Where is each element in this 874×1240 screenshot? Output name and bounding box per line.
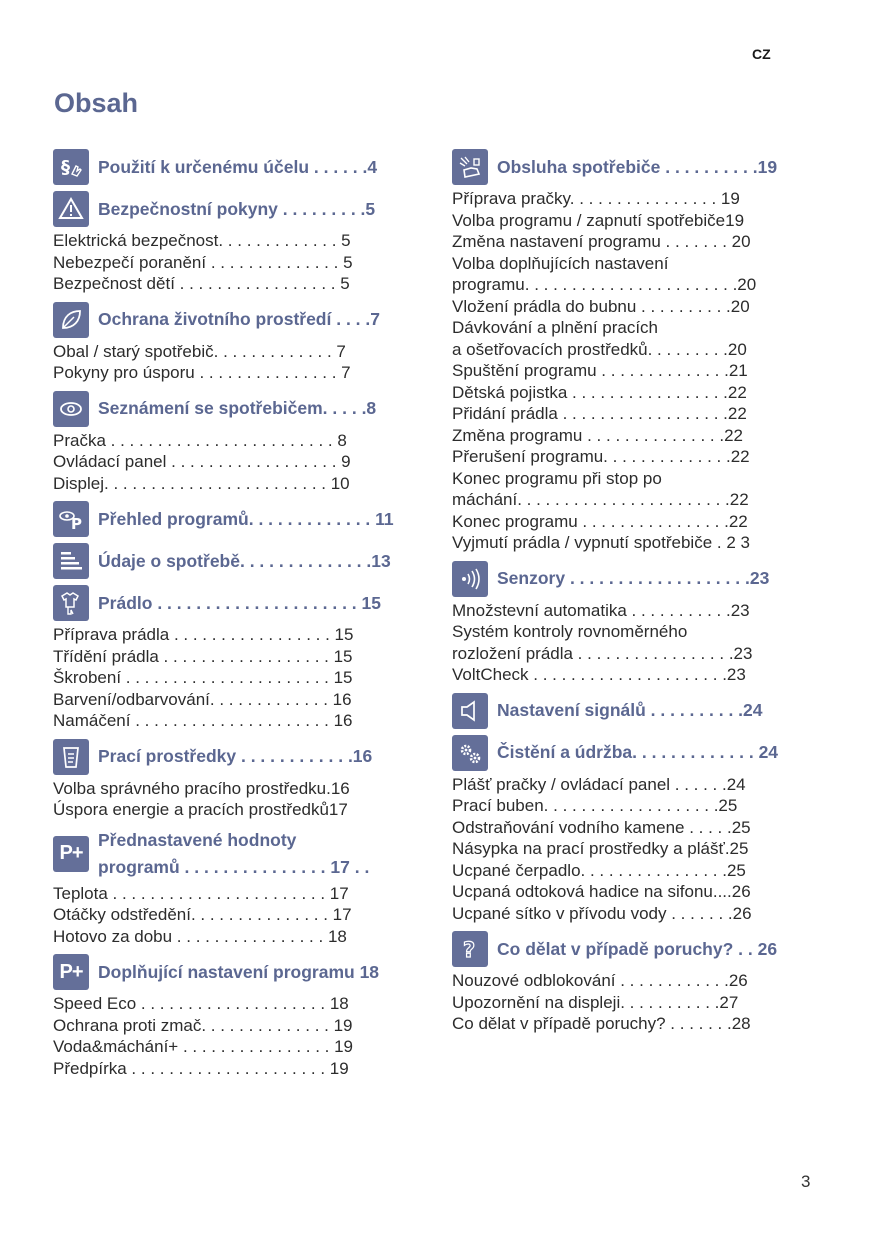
toc-entry[interactable]: Konec programu . . . . . . . . . . . . . . . .22 [452, 511, 748, 531]
toc-section-heading[interactable] [452, 692, 816, 730]
toc-entry-list [53, 993, 438, 1079]
page-number: 3 [801, 1172, 811, 1191]
toc-section [53, 738, 438, 821]
toc-section-title [98, 746, 438, 767]
p-plus-small-icon: P+ [53, 954, 89, 990]
toc-section-title-line: Čistění a údržba. . . . . . . . . . . . . 24 [497, 742, 779, 762]
toc-section-title-line: Ochrana životního prostředí . . . .7 [98, 309, 380, 329]
toc-section-heading[interactable] [452, 148, 816, 186]
eye-icon [53, 391, 89, 427]
toc-section [452, 148, 816, 554]
toc-entry[interactable]: Dávkování a plnění pracích [452, 318, 659, 337]
toc-section [53, 390, 438, 495]
toc-section [452, 930, 816, 1035]
toc-section-heading[interactable] [53, 190, 438, 228]
toc-section-title-line: Senzory . . . . . . . . . . . . . . . . . . .23 [497, 568, 770, 588]
svg-text:P: P [71, 515, 82, 532]
toc-section-title-line: Prádlo . . . . . . . . . . . . . . . . . . . . . 15 [98, 592, 381, 613]
toc-section [452, 692, 816, 730]
gears-icon [452, 735, 488, 771]
toc-entry[interactable]: Ovládací panel . . . . . . . . . . . . . . . . . . 9 [53, 452, 351, 471]
toc-section-heading[interactable] [452, 734, 816, 772]
toc-entry[interactable]: Dětská pojistka . . . . . . . . . . . . . . . . .22 [452, 382, 747, 402]
warning-icon [53, 191, 89, 227]
toc-entry[interactable]: Pračka . . . . . . . . . . . . . . . . . . . . . . . . 8 [53, 430, 347, 450]
toc-entry[interactable]: Obal / starý spotřebič. . . . . . . . . . . . . 7 [53, 341, 346, 361]
toc-entry[interactable]: Otáčky odstředění. . . . . . . . . . . . . . . 17 [53, 905, 352, 924]
toc-entry[interactable]: Spuštění programu . . . . . . . . . . . . . .21 [452, 361, 748, 380]
toc-entry[interactable]: Voda&máchání+ . . . . . . . . . . . . . . . . 19 [53, 1037, 354, 1056]
paragraph-hand-icon [53, 149, 89, 185]
leaf-icon [53, 302, 89, 338]
toc-section-title-line: Bezpečnostní pokyny . . . . . . . . .5 [98, 198, 376, 219]
toc-section [452, 560, 816, 686]
toc-entry[interactable]: a ošetřovacích prostředků. . . . . . . . .20 [452, 339, 747, 359]
toc-entry[interactable]: Pokyny pro úsporu . . . . . . . . . . . . . . . 7 [53, 363, 351, 382]
toc-entry[interactable]: Změna programu . . . . . . . . . . . . . . .22 [452, 425, 743, 445]
toc-section [53, 301, 438, 384]
toc-entry[interactable]: rozložení prádla . . . . . . . . . . . . . . . . .23 [452, 643, 753, 663]
toc-entry[interactable]: Ucpané sítko v přívodu vody . . . . . . .26 [452, 903, 752, 923]
toc-entry[interactable]: Nouzové odblokování . . . . . . . . . . . .26 [452, 971, 748, 990]
toc-left-column [53, 148, 438, 1085]
toc-entry[interactable]: Co dělat v případě poruchy? . . . . . . .28 [452, 1014, 751, 1033]
hand-operation-icon [452, 149, 488, 185]
toc-section-title-line: Doplňující nastavení programu 18 [98, 961, 380, 982]
toc-section [53, 190, 438, 295]
toc-entry[interactable]: Systém kontroly rovnoměrného [452, 622, 688, 641]
toc-section-heading[interactable] [53, 827, 438, 881]
toc-section-title-line: programů . . . . . . . . . . . . . . . 17 . . [98, 856, 370, 877]
toc-entry[interactable]: Ucpané čerpadlo. . . . . . . . . . . . . . . .25 [452, 860, 746, 880]
toc-section-title-line: Nastavení signálů . . . . . . . . . .24 [497, 700, 763, 720]
consumption-bars-icon [53, 543, 89, 579]
toc-section [53, 500, 438, 538]
toc-entry[interactable]: Změna nastavení programu . . . . . . . 20 [452, 232, 751, 251]
toc-section-heading[interactable] [53, 500, 438, 538]
speaker-icon [452, 693, 488, 729]
toc-entry[interactable]: Hotovo za dobu . . . . . . . . . . . . . . . . 18 [53, 926, 347, 946]
toc-section-title [98, 157, 438, 178]
toc-section [53, 148, 438, 186]
toc-entry[interactable]: Škrobení . . . . . . . . . . . . . . . . . . . . . . 15 [53, 668, 353, 687]
toc-section-title [497, 568, 816, 589]
toc-section [452, 734, 816, 925]
toc-entry[interactable]: Příprava pračky. . . . . . . . . . . . . . . . 19 [452, 189, 740, 208]
toc-entry[interactable]: Bezpečnost dětí . . . . . . . . . . . . . . . . . 5 [53, 274, 350, 293]
toc-entry-list [452, 970, 816, 1035]
toc-entry[interactable]: máchání. . . . . . . . . . . . . . . . . . . . . . .22 [452, 490, 749, 509]
toc-section [53, 584, 438, 732]
toc-section-title [497, 700, 816, 721]
toc-entry[interactable]: Přidání prádla . . . . . . . . . . . . . . . . . .22 [452, 404, 747, 423]
toc-entry[interactable]: Ochrana proti zmač. . . . . . . . . . . . . . 19 [53, 1015, 353, 1035]
toc-entry[interactable]: Konec programu při stop po [452, 468, 662, 488]
toc-section-title [497, 742, 816, 763]
toc-section-title [98, 509, 438, 530]
toc-section-title-line: Údaje o spotřebě. . . . . . . . . . . . . .13 [98, 550, 391, 571]
eye-p-icon [53, 501, 89, 537]
toc-entry-list [452, 188, 816, 554]
toc-section-title-line: Použití k určenému účelu . . . . . .4 [98, 156, 378, 177]
toc-section-title [98, 199, 438, 220]
toc-right-column [452, 148, 816, 1041]
toc-section-heading[interactable] [53, 148, 438, 186]
toc-section-heading[interactable] [53, 542, 438, 580]
toc-entry-list [53, 230, 438, 295]
toc-section-heading[interactable] [53, 301, 438, 339]
svg-text:§: § [61, 157, 70, 178]
question-icon [452, 931, 488, 967]
toc-entry[interactable]: programu. . . . . . . . . . . . . . . . . . . . . . .20 [452, 275, 757, 294]
svg-text:?: ? [463, 938, 476, 962]
toc-entry[interactable]: Vložení prádla do bubnu . . . . . . . . . .20 [452, 296, 750, 316]
toc-entry[interactable]: Vyjmutí prádla / vypnutí spotřebiče . 2 3 [452, 533, 750, 552]
toc-section-title-line: Obsluha spotřebiče . . . . . . . . . .19 [497, 156, 778, 177]
toc-section-heading[interactable] [53, 953, 438, 991]
toc-entry[interactable]: Množstevní automatika . . . . . . . . . . .23 [452, 600, 750, 620]
toc-entry[interactable]: Násypka na prací prostředky a plášť.25 [452, 839, 749, 858]
toc-entry[interactable]: Namáčení . . . . . . . . . . . . . . . . . . . . . 16 [53, 711, 353, 730]
p-plus-icon: P+ [53, 836, 89, 872]
toc-entry[interactable]: Úspora energie a pracích prostředků17 [53, 800, 348, 819]
toc-entry-list [53, 341, 438, 384]
toc-section-title [98, 827, 438, 881]
toc-entry[interactable]: Displej. . . . . . . . . . . . . . . . . . . . . . . . 10 [53, 473, 350, 493]
detergent-icon [53, 739, 89, 775]
toc-entry[interactable]: Volba doplňujících nastavení [452, 253, 669, 273]
toc-entry-list [53, 778, 438, 821]
toc-entry[interactable]: Předpírka . . . . . . . . . . . . . . . . . . . . . 19 [53, 1058, 349, 1078]
toc-entry[interactable]: VoltCheck . . . . . . . . . . . . . . . . . . . . .23 [452, 665, 746, 684]
toc-section-heading[interactable] [452, 560, 816, 598]
page-title: Obsah [54, 88, 139, 118]
toc-section-title [98, 962, 438, 983]
toc-entry[interactable]: Přerušení programu. . . . . . . . . . . . . .22 [452, 447, 750, 466]
toc-entry[interactable]: Odstraňování vodního kamene . . . . .25 [452, 817, 751, 837]
toc-section [53, 542, 438, 580]
toc-entry[interactable]: Nebezpečí poranění . . . . . . . . . . . . . . 5 [53, 252, 353, 272]
toc-section-title [98, 309, 438, 330]
toc-section-title [98, 398, 438, 419]
toc-entry-list [53, 430, 438, 495]
toc-entry[interactable]: Plášť pračky / ovládací panel . . . . . .24 [452, 774, 746, 794]
toc-entry[interactable]: Upozornění na displeji. . . . . . . . . . .27 [452, 992, 739, 1012]
toc-entry[interactable]: Speed Eco . . . . . . . . . . . . . . . . . . . . 18 [53, 994, 349, 1013]
toc-entry[interactable]: Ucpaná odtoková hadice na sifonu....26 [452, 882, 751, 901]
toc-section-title-line: Prací prostředky . . . . . . . . . . . .16 [98, 746, 373, 766]
toc-entry-list [452, 774, 816, 925]
toc-entry-list [53, 883, 438, 948]
toc-section-heading[interactable] [53, 584, 438, 622]
toc-entry[interactable]: Elektrická bezpečnost. . . . . . . . . . . . . 5 [53, 231, 351, 250]
toc-entry[interactable]: Příprava prádla . . . . . . . . . . . . . . . . . 15 [53, 625, 354, 644]
toc-section-title-line: Seznámení se spotřebičem. . . . .8 [98, 398, 377, 418]
toc-entry[interactable]: Barvení/odbarvování. . . . . . . . . . . . . 16 [53, 689, 352, 709]
toc-section-title-line: Co dělat v případě poruchy? . . 26 [497, 938, 778, 959]
toc-entry[interactable]: Třídění prádla . . . . . . . . . . . . . . . . . . 15 [53, 646, 353, 666]
sensor-icon [452, 561, 488, 597]
toc-section-heading[interactable] [53, 390, 438, 428]
laundry-icon [53, 585, 89, 621]
toc-section-title [497, 157, 816, 178]
toc-section-title-line: Přednastavené hodnoty [98, 829, 297, 850]
toc-section-title-line: Přehled programů. . . . . . . . . . . . . 11 [98, 508, 394, 529]
toc-section [53, 953, 438, 1079]
toc-section-title [98, 551, 438, 572]
toc-section [53, 827, 438, 948]
toc-entry[interactable]: Volba správného pracího prostředku.16 [53, 778, 350, 798]
toc-section-title [98, 593, 438, 614]
toc-entry[interactable]: Volba programu / zapnutí spotřebiče19 [452, 210, 745, 230]
language-code: CZ [752, 46, 771, 62]
toc-entry-list [452, 600, 816, 686]
toc-entry-list [53, 624, 438, 732]
toc-section-heading[interactable] [452, 930, 816, 968]
toc-section-heading[interactable] [53, 738, 438, 776]
toc-section-title [497, 939, 816, 960]
toc-entry[interactable]: Prací buben. . . . . . . . . . . . . . . . . . .25 [452, 796, 738, 815]
toc-entry[interactable]: Teplota . . . . . . . . . . . . . . . . . . . . . . . 17 [53, 883, 349, 903]
